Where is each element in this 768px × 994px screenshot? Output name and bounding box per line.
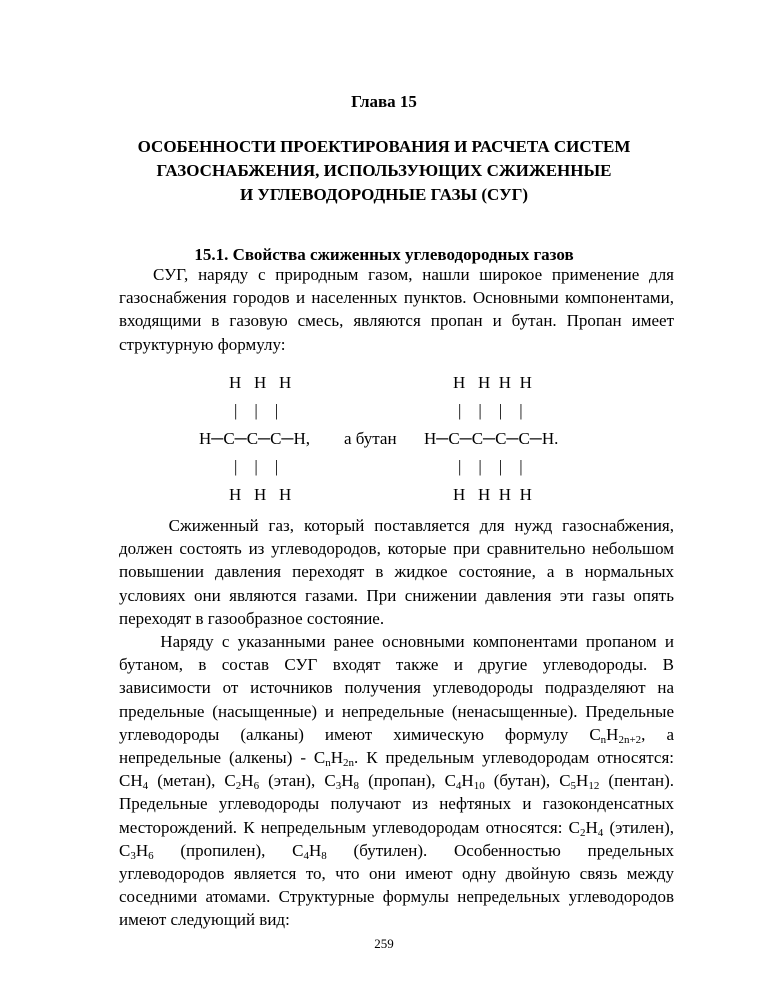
- text-line: имеют следующий вид:: [119, 910, 290, 930]
- propane-bottom-hydrogens: H H H: [229, 485, 292, 504]
- butane-bottom-bonds: | | | |: [458, 457, 523, 476]
- chapter-heading: Глава 15: [351, 92, 417, 111]
- butane-chain: H─C─C─C─C─H.: [424, 429, 559, 448]
- paragraph-body: [119, 514, 674, 932]
- text-line: входящими в газовую смесь, являются пропан и бутан. Пропан имеет: [119, 311, 674, 331]
- butane-formula: [424, 373, 558, 504]
- propane-top-hydrogens: H H H: [229, 373, 292, 392]
- propane-bottom-bonds: | | |: [234, 457, 279, 476]
- propane-formula: [199, 373, 310, 504]
- paragraph-intro: [119, 263, 674, 356]
- text-line: газоснабжения городов и населенных пунктов. Основными компонентами,: [119, 288, 674, 308]
- text-line: условиях они являются газами. При снижении давления эти газы опять: [119, 585, 674, 605]
- text-line: повышении давления переходят в жидкое состояние, а в нормальных: [119, 562, 674, 582]
- text-line: Предельные углеводороды получают из нефтяных и газоконденсатных: [119, 794, 674, 814]
- text-line: должен состоять из углеводородов, которые при сравнительно небольшом: [119, 539, 674, 559]
- chapter-title-line: ОСОБЕННОСТИ ПРОЕКТИРОВАНИЯ И РАСЧЕТА СИСТЕМ: [137, 137, 631, 156]
- chapter-title-line: ГАЗОСНАБЖЕНИЯ, ИСПОЛЬЗУЮЩИХ СЖИЖЕННЫЕ: [156, 161, 612, 180]
- text-line: углеводородов является то, что они имеют одну двойную связь между: [119, 864, 674, 884]
- text-line: Наряду с указанными ранее основными компонентами пропаном и: [119, 632, 674, 652]
- text-line: непредельные (алкены) - $C_nH_{2n}$. К предельным углеводородам относятся:: [119, 748, 674, 770]
- text-line: соседними атомами. Структурные формулы непредельных углеводородов: [119, 887, 674, 907]
- text-line: углеводороды (алканы) имеют химическую формулу $C_nH_{2n+2}$, а: [119, 724, 675, 746]
- page-number: 259: [374, 936, 394, 951]
- propane-chain: H─C─C─C─H,: [199, 429, 310, 448]
- butane-top-bonds: | | | |: [458, 401, 523, 420]
- formula-connector: а бутан: [344, 429, 397, 448]
- text-line: месторождений. К непредельным углеводородам относятся: $C_2H_4$ (этилен),: [119, 817, 674, 839]
- text-line: структурную формулу:: [119, 334, 286, 354]
- section-heading: 15.1. Свойства сжиженных углеводородных газов: [194, 245, 574, 264]
- propane-top-bonds: | | |: [234, 401, 279, 420]
- chapter-title: [90, 135, 678, 207]
- text-line: переходят в газообразное состояние.: [119, 608, 385, 628]
- text-line: Сжиженный газ, который поставляется для нужд газоснабжения,: [119, 516, 674, 535]
- text-line: зависимости от источников получения углеводороды подразделяют на: [119, 678, 674, 698]
- text-line: СУГ, наряду с природным газом, нашли широкое применение для: [153, 265, 674, 284]
- text-line: бутаном, в состав СУГ входят также и другие углеводороды. В: [119, 655, 674, 675]
- text-line: $CH_4$ (метан), $C_2H_6$ (этан), $C_3H_8$ (пропан), $C_4H_{10}$ (бутан), $C_5H_{12}$ (пентан).: [119, 771, 674, 793]
- structural-formulas: [0, 372, 768, 504]
- chapter-title-line: И УГЛЕВОДОРОДНЫЕ ГАЗЫ (СУГ): [239, 185, 529, 204]
- formula-figure: [0, 372, 768, 504]
- butane-top-hydrogens: H H H H: [453, 373, 532, 392]
- text-line: $C_3H_6$ (пропилен), $C_4H_8$ (бутилен). Особенностью предельных: [119, 840, 674, 862]
- butane-bottom-hydrogens: H H H H: [453, 485, 532, 504]
- text-line: предельные (насыщенные) и непредельные (ненасыщенные). Предельные: [119, 701, 674, 721]
